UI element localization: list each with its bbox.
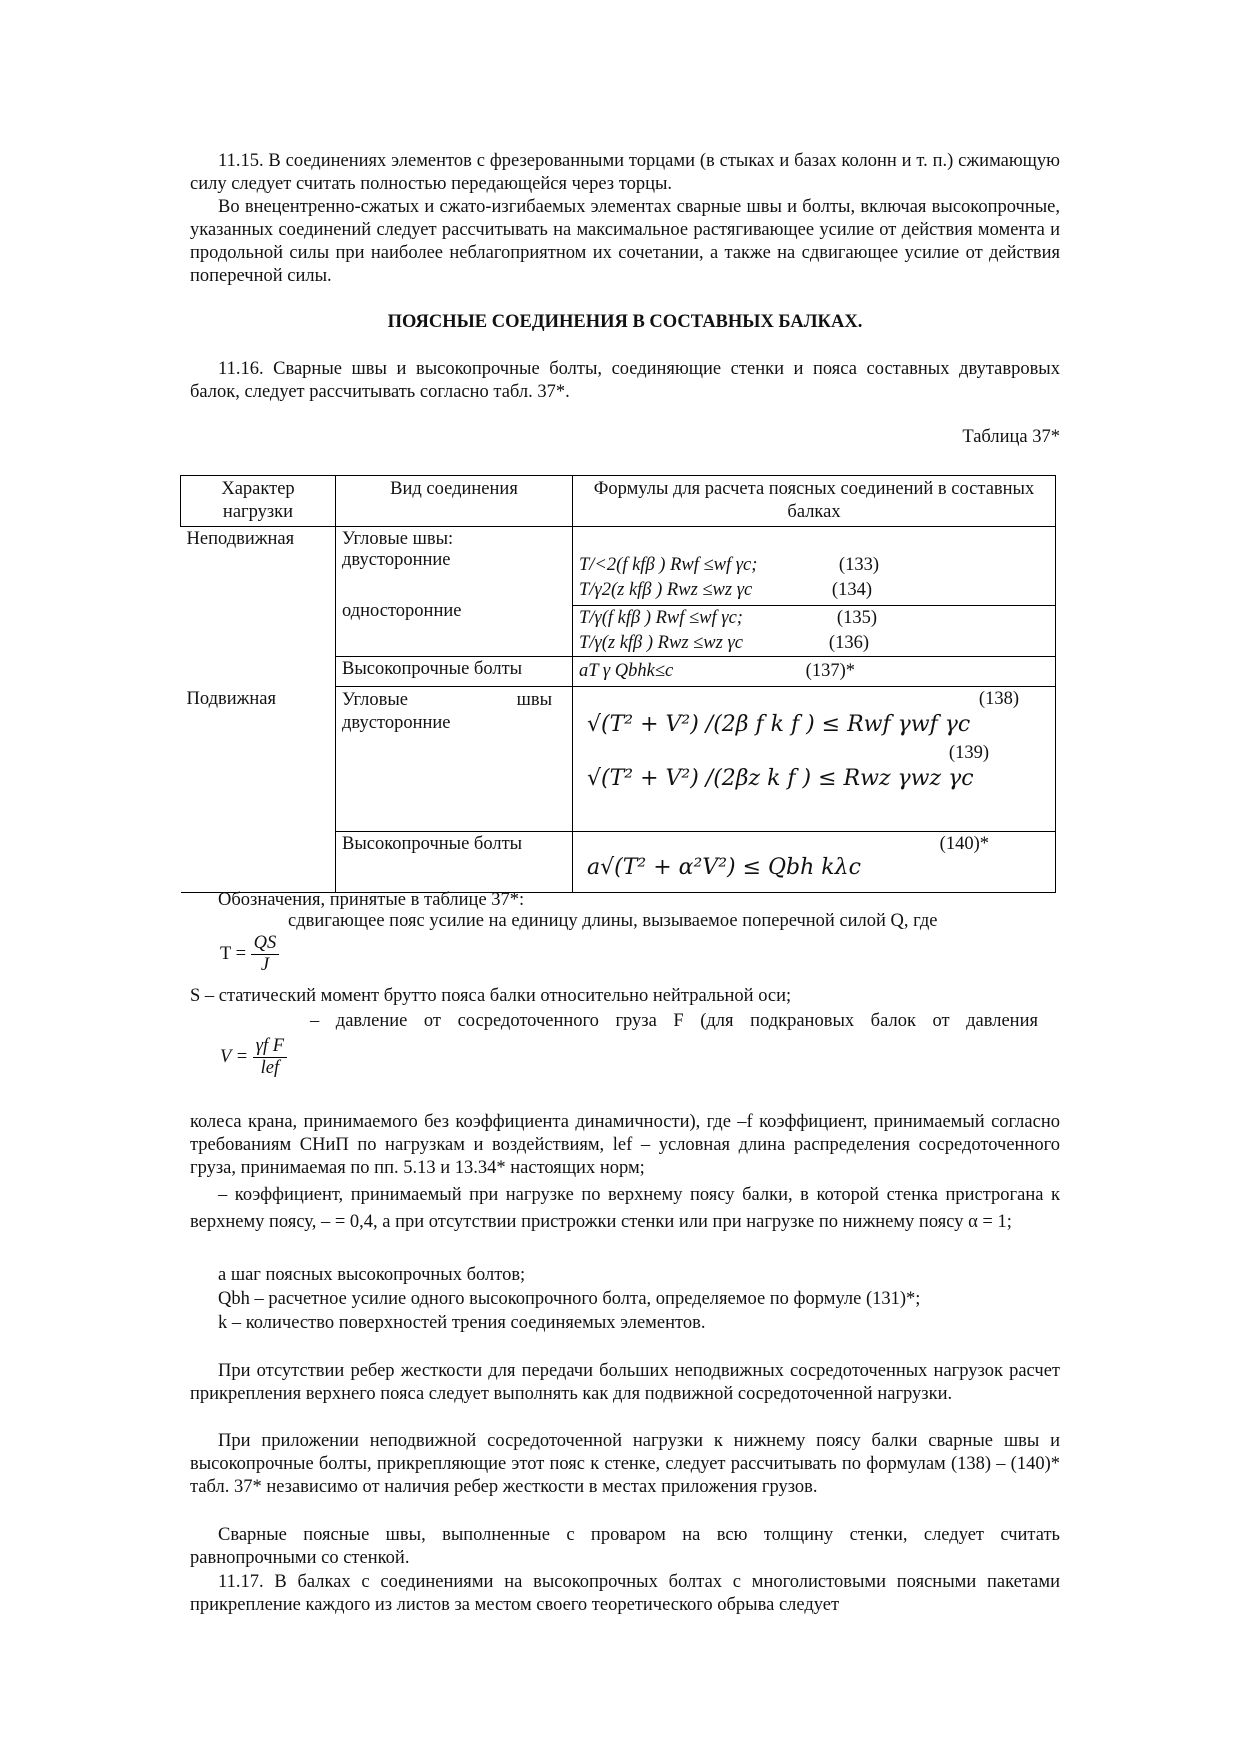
double-sided-label: двусторонние: [342, 550, 451, 570]
formula-number-140: (140)*: [939, 834, 989, 854]
formula-v: [220, 1036, 287, 1079]
cell-hs-bolts-2: Высокопрочные болты: [336, 832, 573, 893]
table-row: [181, 687, 1056, 832]
cell-hs-bolts: Высокопрочные болты: [336, 657, 573, 687]
cell-load-moving: Подвижная: [181, 687, 336, 893]
formula-number-139: (139): [948, 743, 989, 763]
paragraph-11-15: 11.15. В соединениях элементов с фрезерованными торцами (в стыках и базах колонн и т. п.) сжимающую силу следует считать полностью передающейся через торцы.: [190, 151, 1060, 194]
table-header-row: [181, 476, 1056, 527]
t-denominator: J: [260, 955, 270, 975]
qbh-description: Qbh – расчетное усилие одного высокопрочного болта, определяемое по формуле (131)*;: [218, 1289, 921, 1309]
formula-number-135: (135): [836, 608, 877, 628]
cell-formulas-fillet: [573, 527, 1056, 657]
t-equals: T =: [220, 943, 247, 964]
paragraph-ribs: При отсутствии ребер жесткости для передачи больших неподвижных сосредоточенных нагрузок расчет прикрепления верхнего пояса следует выполнять как для подвижной сосредоточенной нагрузки.: [190, 1361, 1060, 1404]
fillet-welds-label: Угловые швы:: [342, 529, 454, 549]
formula-134: T/γ2(z kfβ ) Rwz ≤wz γc: [579, 580, 753, 600]
cell-fillet-double: [336, 687, 573, 832]
v-equals: V =: [220, 1046, 249, 1067]
cell-load-fixed: Неподвижная: [186, 529, 295, 549]
t-description: сдвигающее пояс усилие на единицу длины, вызываемое поперечной силой Q, где: [288, 911, 938, 931]
paragraph-11-17: 11.17. В балках с соединениями на высокопрочных болтах с многолистовыми поясными пакетами прикрепление каждого из листов за местом своего теоретического обрыва следует: [190, 1572, 1060, 1615]
paragraph-lower-flange: При приложении неподвижной сосредоточенной нагрузки к нижнему поясу балки сварные швы и высокопрочные болты, прикрепляющие этот пояс к стенке, следует рассчитывать по формулам (138) – (140)* табл. 37* независимо от наличия ребер жесткости в местах приложения грузов.: [190, 1431, 1060, 1497]
cell-formula-140: [573, 832, 1056, 893]
formula-137: aT γ Qbhk≤c: [579, 661, 674, 681]
notation-title: Обозначения, принятые в таблице 37*:: [218, 890, 525, 910]
formula-138: √(T² + V²) /(2β f k f ) ≤ Rwf γwf γc: [587, 712, 971, 737]
t-numerator: QS: [251, 933, 280, 955]
formula-133: T/<2(f kfβ ) Rwf ≤wf γc;: [579, 555, 758, 575]
paragraph-weld-strength: Сварные поясные швы, выполненные с проваром на всю толщину стенки, следует считать равнопрочными со стенкой.: [190, 1525, 1060, 1568]
single-sided-label: односторонние: [342, 601, 462, 621]
a-description: a шаг поясных высокопрочных болтов;: [218, 1265, 526, 1285]
v-continuation: колеса крана, принимаемого без коэффициента динамичности), где –f коэффициент, принимаемый согласно требованиям СНиП по нагрузкам и воздействиям, lef – условная длина распределения сосредоточенного груза, принимаемая по пп. 5.13 и 13.34* настоящих норм;: [190, 1112, 1060, 1178]
header-connection-type: Вид соединения: [336, 476, 573, 527]
s-description: S – статический момент брутто пояса балки относительно нейтральной оси;: [190, 986, 792, 1006]
cell-formula-137: [573, 657, 1056, 687]
paragraph-11-16: 11.16. Сварные швы и высокопрочные болты, соединяющие стенки и пояса составных двутавровых балок, следует рассчитывать согласно табл. 37*.: [190, 359, 1060, 402]
v-fraction: [253, 1036, 287, 1079]
formula-number-137: (137)*: [805, 661, 855, 681]
formula-number-136: (136): [828, 633, 869, 653]
table-37: [180, 475, 1056, 893]
formula-number-134: (134): [831, 580, 872, 600]
formula-140: a√(T² + α²V²) ≤ Qbh kλc: [587, 855, 861, 880]
formula-136: T/γ(z kfβ ) Rwz ≤wz γc: [579, 633, 743, 653]
cell-formulas-138-139: [573, 687, 1056, 832]
formula-139: √(T² + V²) /(2βz k f ) ≤ Rwz γwz γc: [587, 766, 974, 791]
cell-fillet-welds: [336, 527, 573, 657]
v-numerator: γf F: [253, 1036, 287, 1058]
header-formulas: Формулы для расчета поясных соединений в составных балках: [573, 476, 1056, 527]
paragraph-eccentric: Во внецентренно-сжатых и сжато-изгибаемых элементах сварные швы и болты, включая высокопрочные, указанных соединений следует рассчитывать на максимальное растягивающее усилие от действия момента и продольной силы при наиболее неблагоприятном их сочетании, а также на сдвигающее усилие от действия поперечной силы.: [190, 197, 1060, 286]
k-description: k – количество поверхностей трения соединяемых элементов.: [218, 1313, 706, 1333]
table-row: [181, 527, 1056, 657]
fillet-double-label: Угловые швы двусторонние: [342, 690, 552, 733]
formula-number-138: (138): [978, 689, 1019, 709]
t-fraction: [251, 933, 280, 976]
formula-135: T/γ(f kfβ ) Rwf ≤wf γc;: [579, 608, 743, 628]
header-load-type: Характер нагрузки: [181, 476, 336, 527]
v-description: – давление от сосредоточенного груза F (для подкрановых балок от давления: [310, 1011, 1038, 1031]
formula-t: [220, 933, 279, 976]
formula-number-133: (133): [838, 555, 879, 575]
alpha-description: – коэффициент, принимаемый при нагрузке по верхнему поясу балки, в которой стенка пристрогана к верхнему поясу, – = 0,4, а при отсутствии пристрожки стенки или при нагрузке по нижнему поясу α = 1;: [190, 1185, 1060, 1232]
section-heading: ПОЯСНЫЕ СОЕДИНЕНИЯ В СОСТАВНЫХ БАЛКАХ.: [387, 312, 863, 332]
v-denominator: lef: [260, 1058, 280, 1078]
table-caption: Таблица 37*: [962, 427, 1060, 447]
